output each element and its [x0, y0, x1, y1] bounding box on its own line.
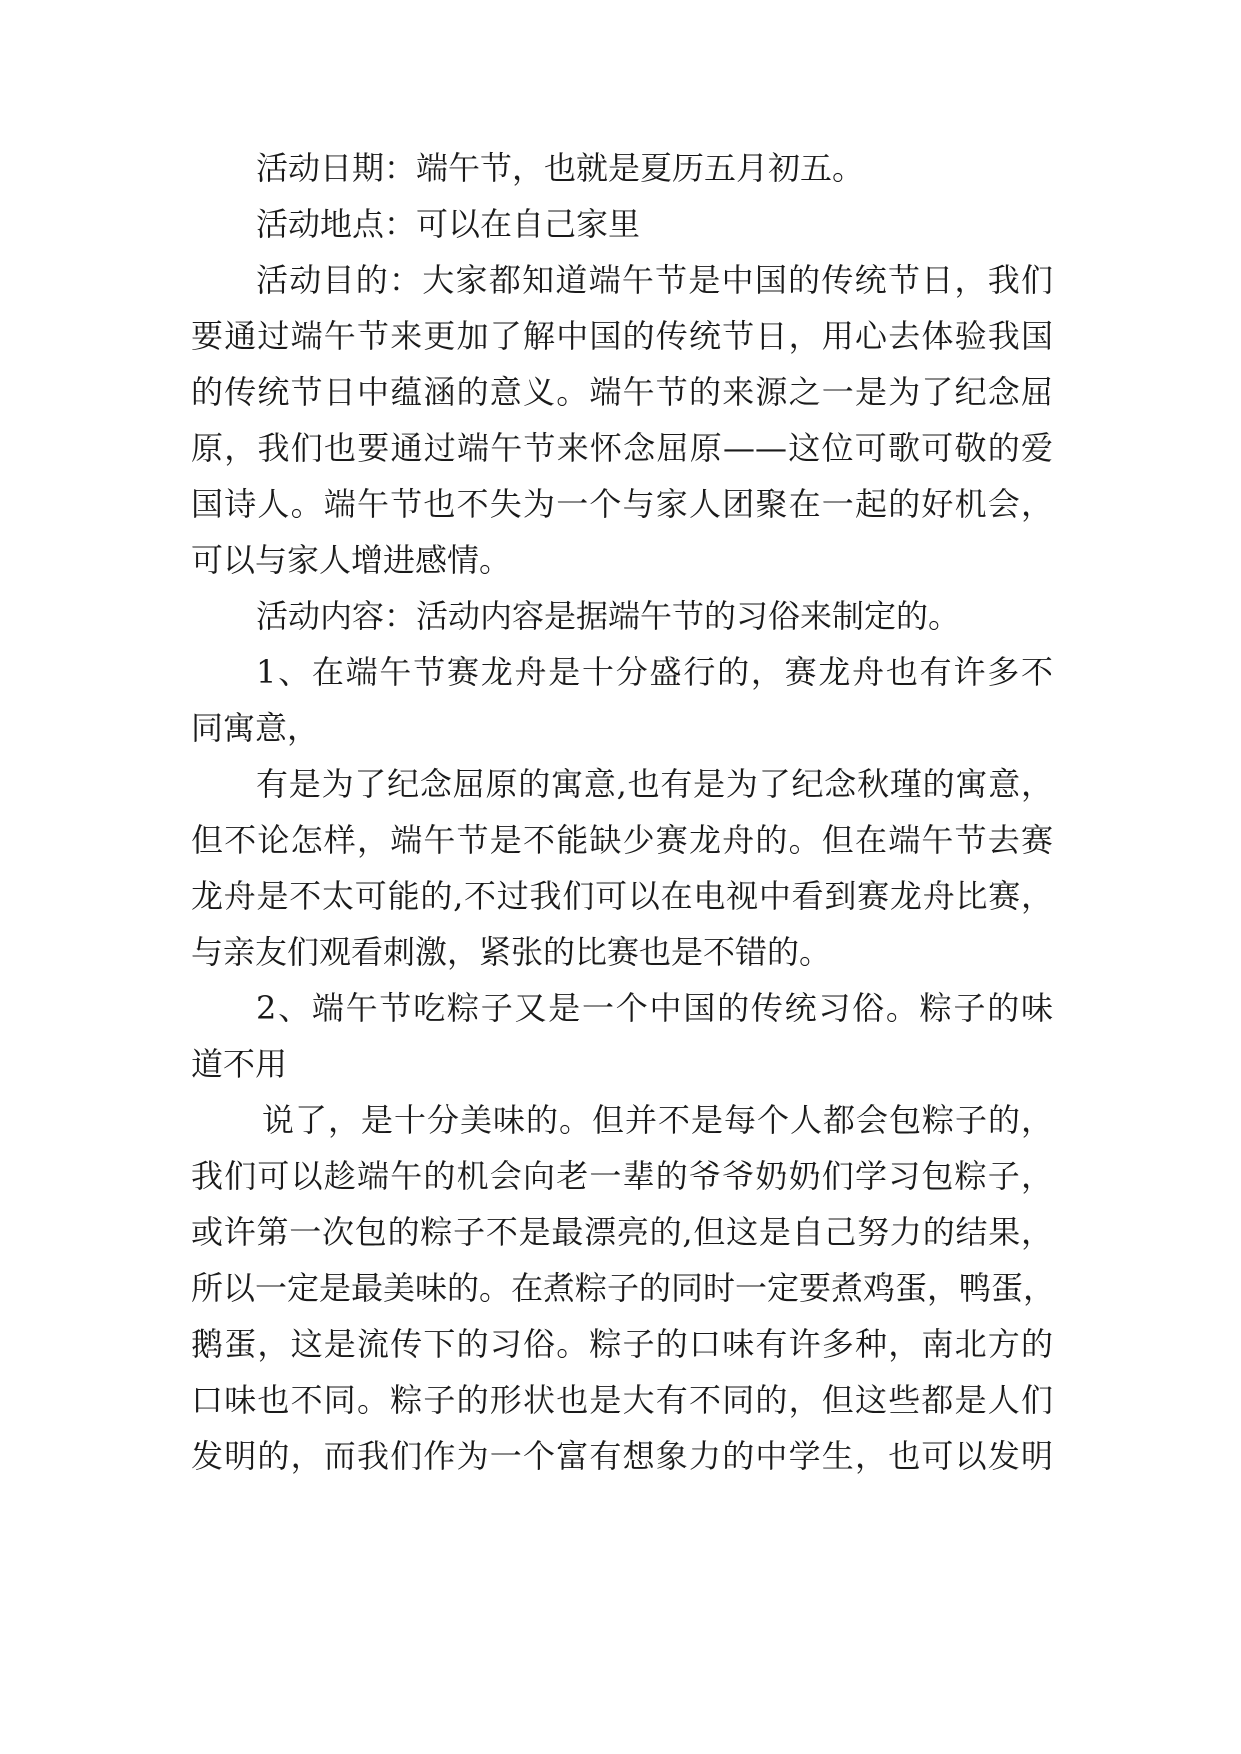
text-line: 发明的，而我们作为一个富有想象力的中学生，也可以发明: [191, 1437, 1053, 1475]
text-line: 龙舟是不太可能的,不过我们可以在电视中看到赛龙舟比赛，: [191, 877, 1053, 915]
text-line: 口味也不同。粽子的形状也是大有不同的，但这些都是人们: [191, 1381, 1053, 1419]
text-line: 要通过端午节来更加了解中国的传统节日，用心去体验我国: [191, 317, 1053, 355]
text-line: 原，我们也要通过端午节来怀念屈原——这位可歌可敬的爱: [191, 429, 1053, 467]
text-line-location: 活动地点：可以在自己家里: [256, 205, 641, 243]
text-line: 的传统节日中蕴涵的意义。端午节的来源之一是为了纪念屈: [191, 373, 1053, 411]
text-line-purpose: 活动目的：大家都知道端午节是中国的传统节日，我们: [256, 261, 1053, 299]
text-line: 所以一定是最美味的。在煮粽子的同时一定要煮鸡蛋，鸭蛋，: [191, 1269, 1056, 1307]
text-line-content: 活动内容：活动内容是据端午节的习俗来制定的。: [256, 597, 961, 635]
text-line: 或许第一次包的粽子不是最漂亮的,但这是自己努力的结果，: [191, 1213, 1053, 1251]
text-line-date: 活动日期：端午节，也就是夏历五月初五。: [256, 149, 865, 187]
text-line: 同寓意，: [191, 709, 320, 747]
text-line: 但不论怎样，端午节是不能缺少赛龙舟的。但在端午节去赛: [191, 821, 1053, 859]
text-line: 有是为了纪念屈原的寓意,也有是为了纪念秋瑾的寓意，: [256, 765, 1053, 803]
text-line: 可以与家人增进感情。: [191, 541, 512, 579]
text-line: 说了，是十分美味的。但并不是每个人都会包粽子的，: [262, 1101, 1053, 1139]
text-line: 国诗人。端午节也不失为一个与家人团聚在一起的好机会，: [191, 485, 1053, 523]
text-line: 鹅蛋，这是流传下的习俗。粽子的口味有许多种，南北方的: [191, 1325, 1053, 1363]
text-line-item-2: 2、端午节吃粽子又是一个中国的传统习俗。粽子的味: [256, 989, 1053, 1027]
text-line: 道不用: [191, 1045, 288, 1083]
text-line-item-1: 1、在端午节赛龙舟是十分盛行的，赛龙舟也有许多不: [256, 653, 1053, 691]
text-line: 与亲友们观看刺激，紧张的比赛也是不错的。: [191, 933, 832, 971]
text-line: 我们可以趁端午的机会向老一辈的爷爷奶奶们学习包粽子，: [191, 1157, 1053, 1195]
